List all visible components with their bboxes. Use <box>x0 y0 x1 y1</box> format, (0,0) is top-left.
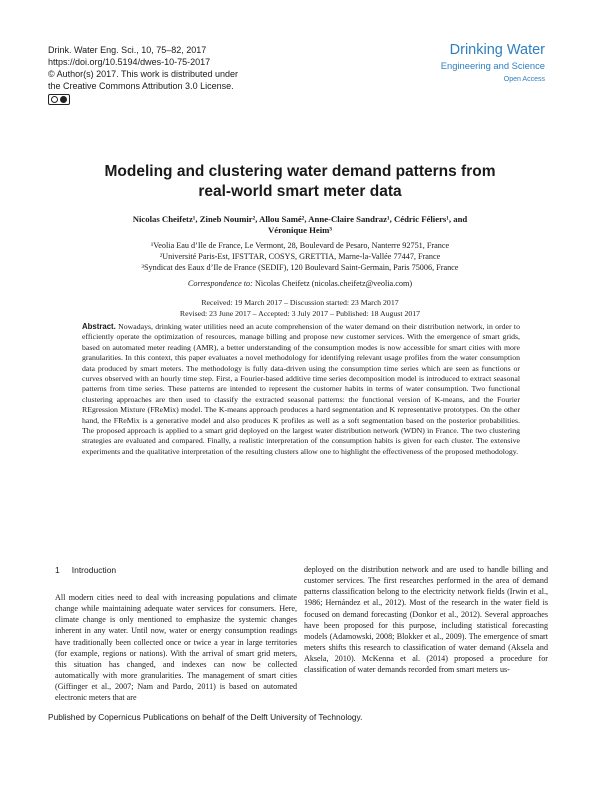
history-dates <box>40 297 560 319</box>
abstract-label: Abstract. <box>82 322 116 331</box>
correspondence-label: Correspondence to: <box>187 279 253 288</box>
affiliation-1: ¹Veolia Eau d’Ile de France, Le Vermont, 28, Boulevard de Pesaro, Nanterre 92751, France <box>150 241 450 250</box>
paper-title <box>40 162 560 202</box>
dates-line-2: Revised: 23 June 2017 – Accepted: 3 July 2017 – Published: 18 August 2017 <box>179 309 421 318</box>
creative-commons-icon[interactable] <box>48 94 70 105</box>
body-column-left: All modern cities need to deal with increasing populations and climate change while maintaining adequate water services for consumers. Here, climate change is only mentioned to emphasize the systemic changes inherent in any water. Until now, water or energy consumption readings have traditionally been collected once or twice a year in large territories (for example, regions or nations). With the arrival of smart grid meters, this situation has changed, and indexes can now be collected automatically with more granularities. The management of smart cities (Giffinger et al., 2007; Nam and Pardo, 2011) is based on automated electronic meters that are <box>55 593 297 703</box>
section-heading <box>55 565 128 575</box>
section-title: Introduction <box>71 565 117 575</box>
body-column-right: deployed on the distribution network and are used to handle billing and customer services. The first researches performed in the area of demand patterns classification belong to the electricity network fields (Irwin et al., 1986; Hernández et al., 2012). Most of the research in the water field is focused on demand forecasting (Donkor et al., 2012). Several approaches have been proposed for this purpose, including statistical forecasting models (Adamowski, 2008; Blokker et al., 2009). The emergence of smart meters shifts this research to classification of water demand (Aksela and Aksela, 2010). McKenna et al. (2014) proposed a procedure for classification of water demands recorded from smart meters us- <box>304 565 548 675</box>
citation-line: Drink. Water Eng. Sci., 10, 75–82, 2017 <box>48 45 207 55</box>
journal-subtitle: Engineering and Science <box>440 60 545 71</box>
dates-line-1: Received: 19 March 2017 – Discussion started: 23 March 2017 <box>201 298 399 307</box>
title-line-2: real-world smart meter data <box>198 183 402 200</box>
affiliations <box>40 240 560 273</box>
license-line: the Creative Commons Attribution 3.0 License. <box>48 81 234 91</box>
abstract-text: Nowadays, drinking water utilities need an acute comprehension of the water demand on their distribution network, in order to efficiently operate the optimization of resources, manage billing and propose new customer services. With the emergence of smart grids, based on automated meter reading (AMR), a better understanding of the consumption modes is now accessible for smart cities with more granularities. In this context, this paper evaluates a novel methodology for identifying relevant usage profiles from the water consumption data produced by smart meters. The methodology is fully data-driven using the consumption time series which are seen as functions or curves observed with an hourly time step. First, a Fourier-based additive time series decomposition model is introduced to extract seasonal patterns from time series. These patterns are intended to represent the customer habits in terms of water consumption. Two functional clustering approaches are then used to classify the extracted seasonal patterns: the functional version of K-means, and the Fourier REgression Mixture (FReMix) model. The K-means approach produces a hard segmentation and K representative prototypes. On the other hand, the FReMix is a generative model and also produces K profiles as well as a soft segmentation based on the posterior probabilities. The proposed approach is applied to a smart grid deployed on the largest water distribution network (WDN) in France. The two clustering strategies are evaluated and compared. Finally, a realistic interpretation of the consumption habits is given for each cluster. The extensive experiments and the qualitative interpretation of the resulting clusters allow one to highlight the effectiveness of the proposed methodology. <box>82 322 520 456</box>
correspondence <box>40 278 560 289</box>
journal-name: Drinking Water <box>449 42 545 58</box>
by-circle-icon <box>60 96 67 103</box>
copyright-line: © Author(s) 2017. This work is distributed under <box>48 69 239 79</box>
authors-line-1: Nicolas Cheifetz¹, Zineb Noumir², Allou Samé², Anne-Claire Sandraz¹, Cédric Féliers¹, and <box>132 214 468 224</box>
authors-line-2: Véronique Heim³ <box>268 225 332 235</box>
open-access-label: Open Access <box>503 76 545 83</box>
cc-circle-icon <box>51 96 58 103</box>
affiliation-2: ²Université Paris-Est, IFSTTAR, COSYS, GRETTIA, Marne-la-Vallée 77447, France <box>159 252 441 261</box>
author-list <box>60 214 540 236</box>
doi-link[interactable]: https://doi.org/10.5194/dwes-10-75-2017 <box>48 57 211 67</box>
section-number: 1 <box>55 565 60 575</box>
publisher-footer: Published by Copernicus Publications on behalf of the Delft University of Technology. <box>48 712 363 722</box>
citation-block <box>48 44 238 92</box>
abstract <box>82 322 520 457</box>
affiliation-3: ³Syndicat des Eaux d’Ile de France (SEDIF), 120 Boulevard Saint-Germain, Paris 75006, France <box>141 263 459 272</box>
title-line-1: Modeling and clustering water demand patterns from <box>104 163 496 180</box>
journal-logo <box>441 42 545 85</box>
correspondence-text: Nicolas Cheifetz (nicolas.cheifetz@veolia.com) <box>254 279 413 288</box>
